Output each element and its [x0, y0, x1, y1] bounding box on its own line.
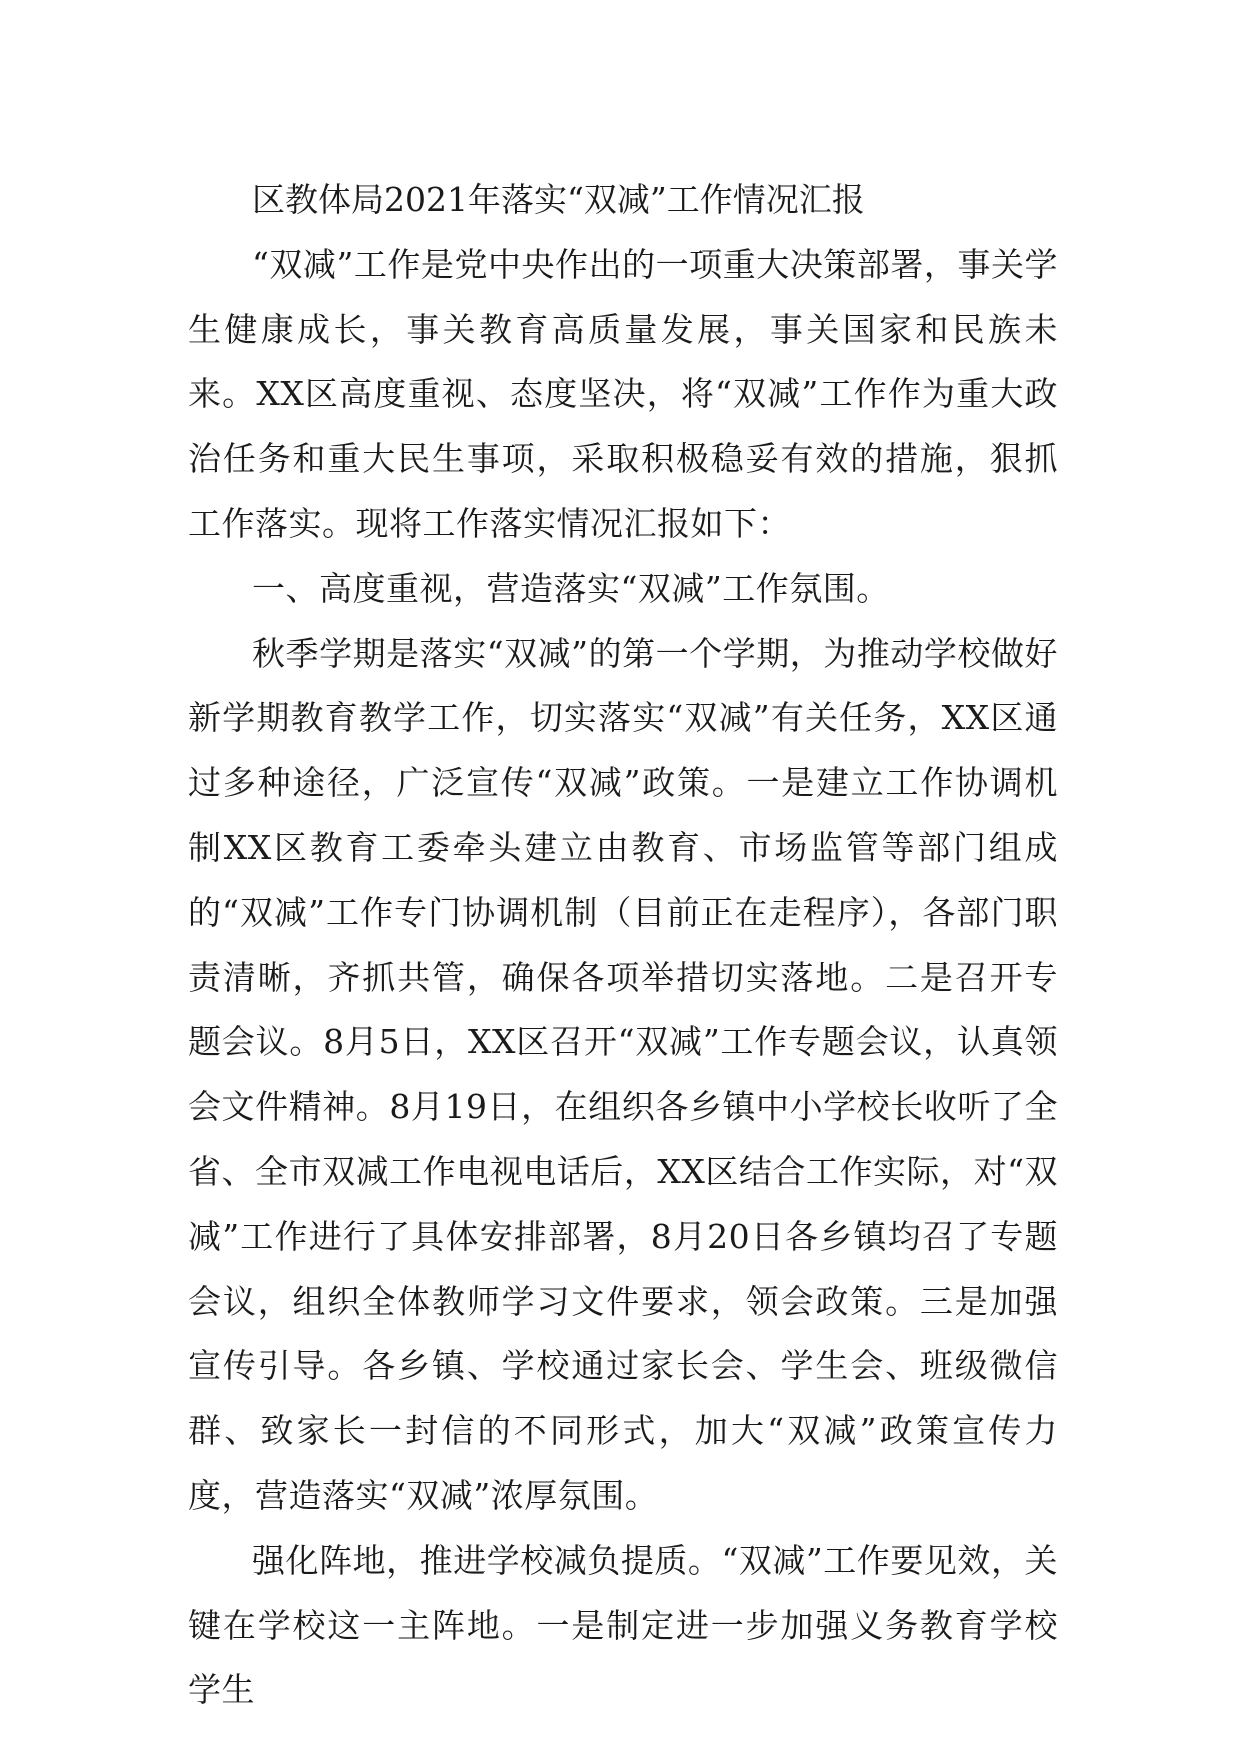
document-title: 区教体局2021年落实“双减”工作情况汇报 [252, 180, 865, 219]
document-body [188, 168, 1058, 1723]
paragraph-section-2: 强化阵地，推进学校减负提质。“双减”工作要见效，关键在学校这一主阵地。一是制定进一步加强义务教育学校学生 [188, 1540, 1058, 1710]
paragraph-intro: “双减”工作是党中央作出的一项重大决策部署，事关学生健康成长，事关教育高质量发展，事关国家和民族未来。XX区高度重视、态度坚决，将“双减”工作作为重大政治任务和重大民生事项，采取积极稳妥有效的措施，狠抓工作落实。现将工作落实情况汇报如下： [188, 244, 1058, 543]
section-heading-1: 一、高度重视，营造落实“双减”工作氛围。 [252, 568, 890, 608]
paragraph-section-1: 秋季学期是落实“双减”的第一个学期，为推动学校做好新学期教育教学工作，切实落实“双减”有关任务，XX区通过多种途径，广泛宣传“双减”政策。一是建立工作协调机制XX区教育工委牵头建立由教育、市场监管等部门组成的“双减”工作专门协调机制（目前正在走程序），各部门职责清晰，齐抓共管，确保各项举措切实落地。二是召开专题会议。8月5日，XX区召开“双减”工作专题会议，认真领会文件精神。8月19日，在组织各乡镇中小学校长收听了全省、全市双减工作电视电话后，XX区结合工作实际，对“双减”工作进行了具体安排部署，8月20日各乡镇均召了专题会议，组织全体教师学习文件要求，领会政策。三是加强宣传引导。各乡镇、学校通过家长会、学生会、班级微信群、致家长一封信的不同形式，加大“双减”政策宣传力度，营造落实“双减”浓厚氛围。 [188, 633, 1058, 1515]
